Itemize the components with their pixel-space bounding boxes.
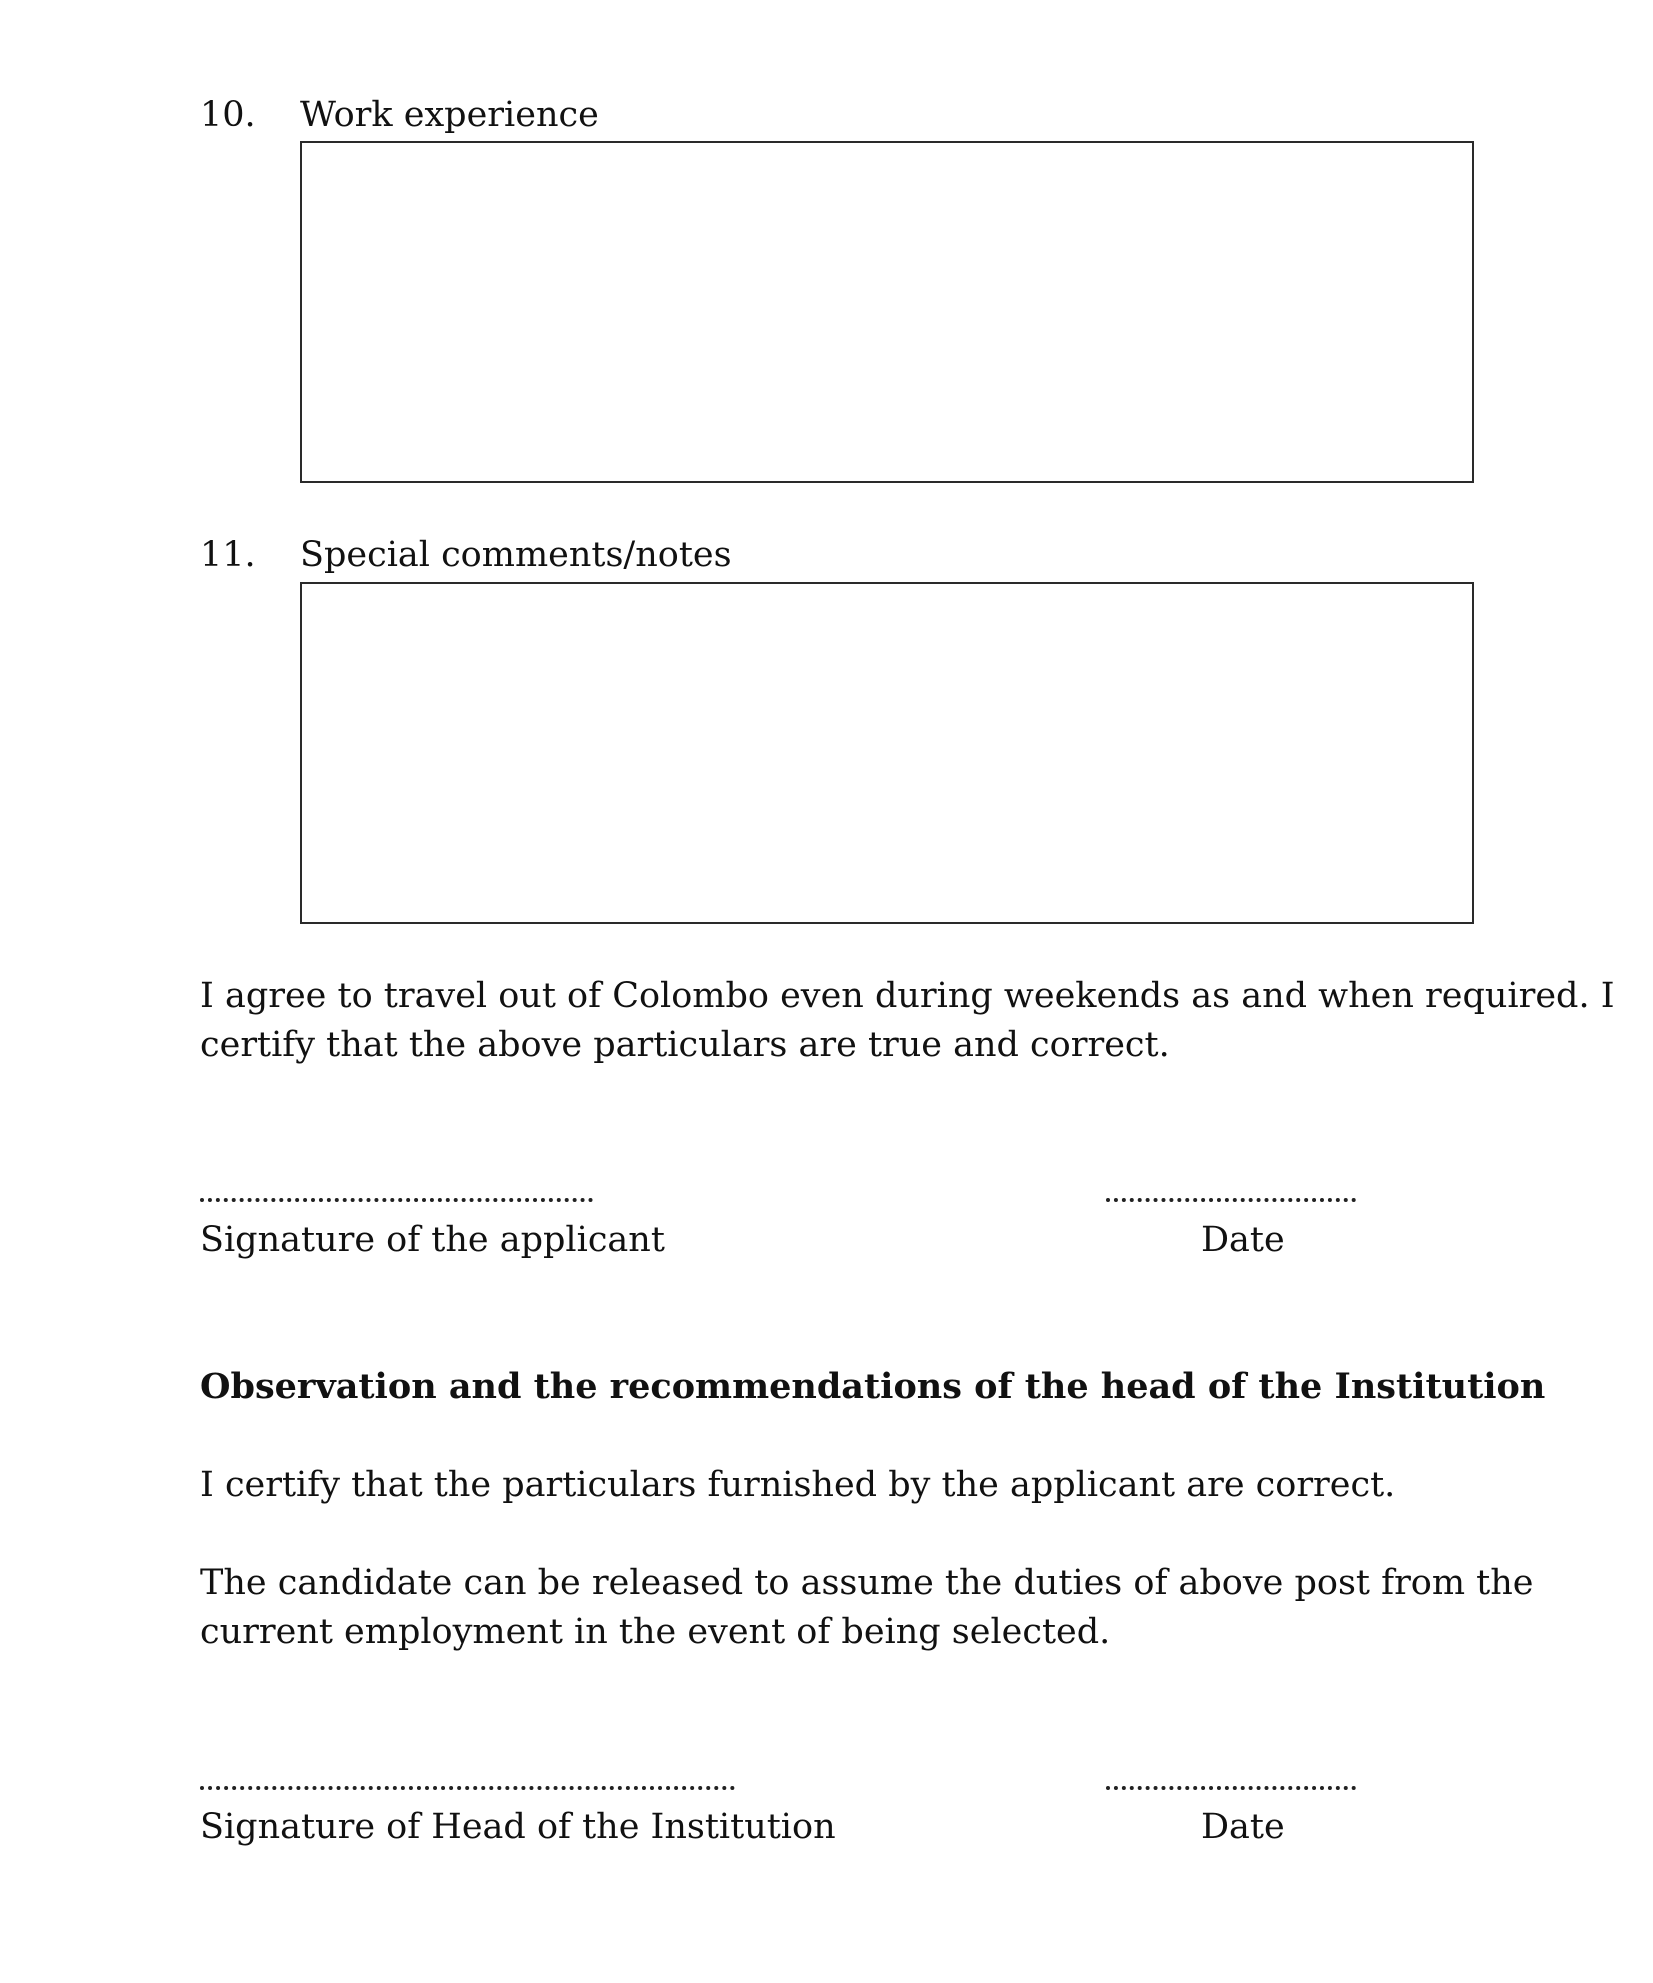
release-line-2: current employment in the event of being selected.	[200, 1612, 1111, 1652]
head-section-heading: Observation and the recommendations of the head of the Institution	[200, 1366, 1546, 1407]
section-11-label: Special comments/notes	[300, 535, 732, 575]
head-signature-label: Signature of Head of the Institution	[200, 1807, 836, 1847]
section-11-number: 11.	[200, 535, 256, 575]
section-10-label: Work experience	[300, 95, 599, 135]
work-experience-box[interactable]	[300, 141, 1474, 483]
special-comments-box[interactable]	[300, 582, 1474, 924]
head-signature-line	[200, 1786, 735, 1790]
head-date-line	[1106, 1786, 1356, 1790]
applicant-date-line	[1106, 1198, 1356, 1202]
applicant-signature-label: Signature of the applicant	[200, 1220, 665, 1260]
declaration-line-1: I agree to travel out of Colombo even during weekends as and when required. I	[200, 976, 1615, 1016]
head-certify-text: I certify that the particulars furnished by the applicant are correct.	[200, 1465, 1396, 1505]
head-date-label: Date	[1201, 1807, 1285, 1847]
declaration-line-2: certify that the above particulars are true and correct.	[200, 1025, 1170, 1065]
applicant-signature-line	[200, 1198, 593, 1202]
release-line-1: The candidate can be released to assume the duties of above post from the	[200, 1563, 1534, 1603]
applicant-date-label: Date	[1201, 1220, 1285, 1260]
section-10-number: 10.	[200, 95, 256, 135]
